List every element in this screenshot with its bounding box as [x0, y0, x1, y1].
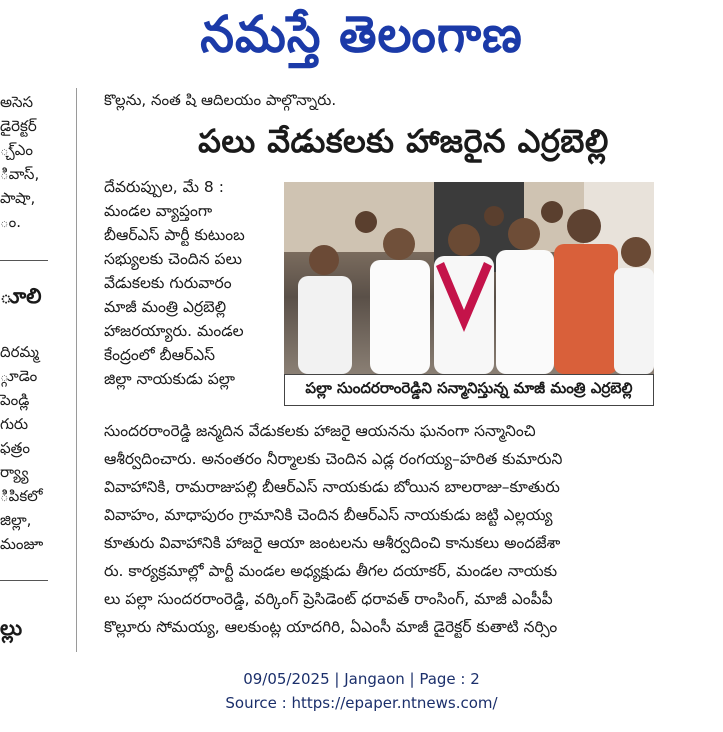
article-body-line: వివాహం, మాధాపురం గ్రామానికి చెందిన బీఆర్ఎస్ నాయకుడు జట్టి ఎల్లయ్య — [104, 506, 553, 524]
article-body-line: జిల్లా నాయకుడు పల్లా — [104, 370, 235, 388]
fragment-line: ివాస్, — [0, 165, 40, 183]
fragment-heading: ూలి — [0, 284, 42, 308]
fragment-line: పెండ్లి — [0, 391, 30, 409]
article-body-line: ఆశీర్వదించారు. అనంతరం నీర్మాలకు చెందిన ఎడ్ల రంగయ్య–హరిత కుమారుని — [104, 450, 563, 468]
photo-caption: పల్లా సుందరరాంరెడ్డిని సన్మానిస్తున్న మాజీ మంత్రి ఎర్రబెల్లి — [284, 374, 654, 406]
article-body-line: కేంద్రంలో బీఆర్ఎస్ — [104, 346, 216, 364]
fragment-line: ర్య్యా — [0, 463, 29, 481]
fragment-line: అసెస — [0, 93, 34, 111]
article-body-line: కూతురు వివాహానికి హాజరై ఆయా జంటలను ఆశీర్వదించి కానుకలు అందజేశా — [104, 534, 561, 552]
news-photo — [284, 182, 654, 374]
article-body-line: వివాహానికి, రామరాజుపల్లి బీఆర్ఎస్ నాయకుడు బోయిన బాలరాజు–కూతురు — [104, 478, 560, 496]
fragment-line: మంజూ — [0, 535, 44, 553]
fragment-line: ిపికలో — [0, 487, 43, 505]
article-body-line: కొల్లూరు సోమయ్య, ఆలకుంట్ల యాదగిరి, ఏఎంసీ మాజీ డైరెక్టర్ కుతాటి నర్సిం — [104, 618, 558, 636]
column-divider — [0, 580, 48, 581]
cut-off-text-line: కొల్లను, నంత షి ఆదిలయం పాల్గొన్నారు. — [104, 91, 337, 109]
fragment-line: జిల్లా, — [0, 511, 32, 529]
fragment-line: డైరెక్టర్ — [0, 117, 37, 135]
article-body-line: హాజరయ్యారు. మండల — [104, 322, 244, 340]
article-body-line: బీఆర్ఎస్ పార్టీ కుటుంబ — [104, 226, 245, 244]
article-body-line: లు పల్లా సుందరరాంరెడ్డి, వర్కింగ్ ప్రెసిడెంట్ ధరావత్ రాంసింగ్, మాజీ ఎంపీపీ — [104, 590, 553, 608]
newspaper-title: నమస్తే తెలంగాణ — [200, 5, 523, 65]
fragment-line: పాషా, — [0, 189, 36, 207]
article-body-line: దేవరుప్పుల, మే 8 : — [104, 178, 224, 196]
photo-illustration — [284, 182, 654, 374]
article-body-line: మాజీ మంత్రి ఎర్రబెల్లి — [104, 298, 227, 316]
fragment-line: ్గూడెం — [0, 367, 38, 385]
article-body-line: మండల వ్యాప్తంగా — [104, 202, 213, 220]
source-link[interactable]: Source : https://epaper.ntnews.com/ — [225, 694, 498, 712]
article-body-line: రు. కార్యక్రమాల్లో పార్టీ మండల అధ్యక్షుడు తీగల దయాకర్, మండల నాయకు — [104, 562, 558, 580]
fragment-line: ం. — [0, 213, 22, 231]
edition-info: 09/05/2025 | Jangaon | Page : 2 — [243, 670, 480, 688]
column-divider — [0, 260, 48, 261]
article-body-line: సుందరరాంరెడ్డి జన్మదిన వేడుకలకు హాజరై ఆయనను ఘనంగా సన్మానించి — [104, 422, 536, 440]
fragment-line: దిరమ్మ — [0, 343, 39, 361]
newspaper-clipping — [0, 88, 723, 652]
adjacent-column-fragment — [0, 88, 76, 652]
fragment-line: ్చ్ఎం — [0, 141, 34, 159]
fragment-line: గురు — [0, 415, 29, 433]
article-headline: పలు వేడుకలకు హాజరైన ఎర్రబెల్లి — [198, 122, 609, 160]
fragment-heading: ల్లు — [0, 616, 23, 640]
article-body-line: వేడుకలకు గురువారం — [104, 274, 232, 292]
article-body-line: సభ్యులకు చెందిన పలు — [104, 250, 242, 268]
fragment-line: ఫత్రం — [0, 439, 30, 457]
masthead — [0, 0, 723, 82]
column-rule — [76, 88, 77, 652]
